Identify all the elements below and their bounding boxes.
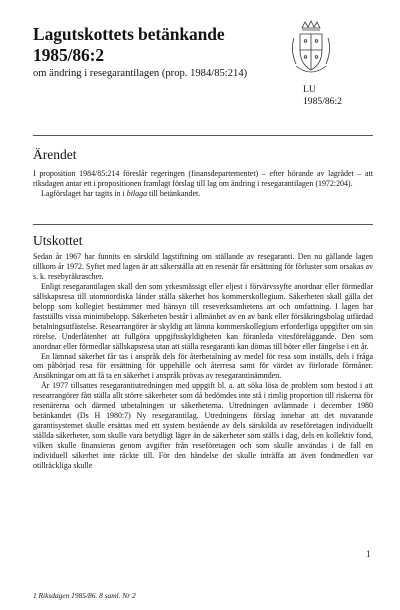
arendet-p2-start: Lagförslaget har tagits in i	[41, 188, 127, 198]
title-line-2: 1985/86:2	[33, 45, 105, 65]
document-title	[33, 24, 293, 66]
arendet-paragraph-1: I proposition 1984/85:214 föreslår regeringen (finansdepartementet) – efter hörande av lagrådet – att riksdagen antar ett i propositionen framlagt förslag till lag om ändring i resegarantilagen (1972:204).	[33, 169, 373, 188]
arendet-p2-italic: bilaga	[126, 188, 148, 198]
page-number: 1	[366, 549, 371, 559]
code-line-1: LU	[303, 84, 316, 95]
divider-middle	[33, 224, 373, 225]
coat-of-arms-icon	[288, 20, 334, 78]
utskottet-paragraph-4: År 1977 tillsattes resegarantiutredningen med uppgift bl. a. att söka lösa de problem som bestod i att researrangörer fått ställa allt större säkerheter som då bedömdes inte stå i rimlig proportion till riskerna för resenärerna och därmed utbetalningen ur säkerheterna. Utredningen avlämnade i december 1980 betänkandet (Ds H 1980:7) Ny resegarantilag. Utredningens förslag innebar att det nuvarande garantisystemet skulle ersättas med ett system bestående av dels särskilda av reseföretagen individuellt ställda säkerheter, som skulle vara betydligt lägre än de säkerheter som ställs i dag, dels en kollektiv fond, vilken skulle finansieras genom avgifter från reseföretagen och som skulle användas i de fall en individuell säkerhet inte räckte till. För den händelse det skulle inträffa att även fondmedlen var otillräckliga skulle	[33, 381, 373, 471]
document-header	[33, 24, 293, 81]
section-heading-utskottet: Utskottet	[33, 233, 83, 248]
arendet-body	[33, 169, 373, 199]
arendet-paragraph-2	[33, 189, 373, 199]
title-line-1: Lagutskottets betänkande	[33, 24, 225, 44]
utskottet-body	[33, 252, 373, 471]
divider-top	[33, 135, 373, 136]
document-subtitle: om ändring i resegarantilagen (prop. 1984/85:214)	[33, 68, 248, 79]
utskottet-paragraph-2: Enligt resegarantilagen skall den som yrkesmässigt eller eljest i förvärvssyfte anordnar eller förmedlar sällskapsresa till utomnordiska länder ställa säkerhet hos kommerskollegium. Säkerheten skall gälla det belopp som kollegiet bestämmer med hänsyn till reseverksamhetens art och omfattning. I lagen har fastställts vissa minimibelopp. Säkerheten består i allmänhet av en av bank eller försäkringsbolag utfärdad betalningsutfästelse. Researrangörer är skyldig att lämna kommerskollegium erforderliga uppgifter om sin rörelse. Underlåtenhet att fullgöra uppgiftsskyldigheten kan föranleda vitesföreläggande. Den som anordnar eller förmedlar sällskapsresa utan att ställa resegaranti kan dömas till böter eller fängelse i ett år.	[33, 281, 373, 351]
document-code	[303, 84, 342, 107]
utskottet-paragraph-3: En lämnad säkerhet får tas i anspråk dels för återbetalning av medel för resa som inställs, dels i fråga om påbörjad resa för ersättning för uppehälle och återresa samt för värdet av förlorade förmåner. Ansökningar om att få ta en säkerhet i anspråk prövas av resegarantinämnden.	[33, 351, 373, 381]
arendet-p2-end: till betänkandet.	[147, 188, 201, 198]
code-line-2: 1985/86:2	[303, 95, 342, 107]
section-heading-arendet: Ärendet	[33, 147, 77, 162]
utskottet-paragraph-1: Sedan år 1967 har funnits en särskild lagstiftning om ställande av resegaranti. Den nu gällande lagen tillkom år 1972. Syftet med lagen är att säkerställa att en resenär får ersättning för förluster som orsakas av s. k. resebyråkrascher.	[33, 252, 373, 281]
page-footer: 1 Riksdagen 1985/86. 8 saml. Nr 2	[33, 591, 136, 600]
